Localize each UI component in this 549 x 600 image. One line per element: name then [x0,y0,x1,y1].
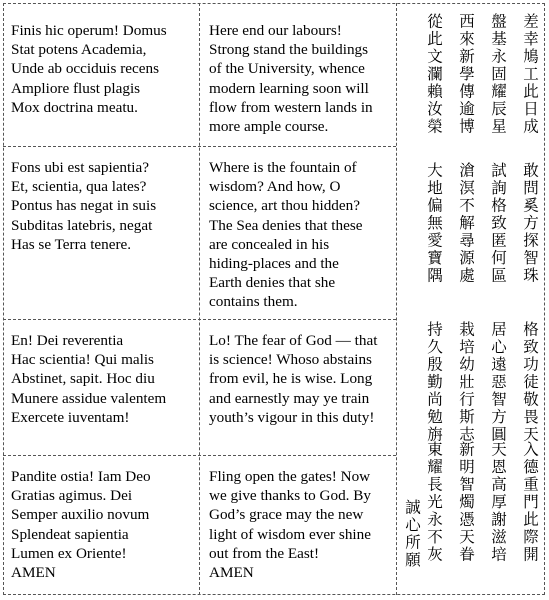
stanza-3-chinese-line-4: 持久殷勤尚勉旃 [425,321,443,444]
stanza-2-chinese-line-1: 敢問奚方探智珠 [521,162,539,285]
stanza-1-chinese-line-4: 從此文瀾賴汝榮 [425,13,443,136]
stanza-3-chinese-line-3: 栽培幼壯行斯志 [457,321,475,444]
stanza-1-chinese-line-1: 差幸鳩工此日成 [521,13,539,136]
stanza-3-chinese-line-2: 居心遠惡智方圓 [489,321,507,444]
column-divider-english-chinese [396,3,397,595]
stanza-1-latin: Finis hic operum! Domus Stat potens Academia, Unde ab occiduis recens Ampliore flust plagis Mox doctrina meatu. [11,22,167,116]
stanza-1-english: Here end our labours! Strong stand the buildings of the University, whence modern learning soon will flow from western lands in more ample course. [209,22,373,136]
stanza-4-chinese-line-3: 新明智燭憑天眷 [457,441,475,564]
stanza-4-chinese [400,441,544,583]
stanza-3-chinese-line-1: 格致功徒敬畏天 [521,321,539,444]
row-divider-2 [3,319,396,320]
stanza-2-english: Where is the fountain of wisdom? And how, O science, art thou hidden? The Sea denies that these are concealed in his hiding-places and the Earth denies that she contains them. [209,159,363,311]
stanza-2-chinese [400,162,544,304]
stanza-4-english: Fling open the gates! Now we give thanks to God. By God’s grace may the new light of wisdom ever shine out from the East! AMEN [209,468,371,582]
stanza-3-english: Lo! The fear of God — that is science! Whoso abstains from evil, he is wise. Long and earnestly may ye train youth’s vigour in this duty! [209,332,378,426]
stanza-3-latin: En! Dei reverentia Hac scientia! Qui malis Abstinet, sapit. Hoc diu Munere assidue valentem Exercete iuventam! [11,332,167,426]
stanza-2-chinese-line-4: 大地偏無愛寶隅 [425,162,443,285]
stanza-4-chinese-line-4: 東耀長光永不灰 [425,441,443,564]
stanza-4-chinese-line-5: 誠心所願 [403,499,421,569]
stanza-2-chinese-line-2: 試詢格致匿何區 [489,162,507,285]
stanza-4-chinese-line-1: 入德重門此際開 [521,441,539,564]
row-divider-3 [3,455,396,456]
column-divider-latin-english [199,3,200,595]
stanza-1-chinese-line-3: 西來新學傳逾博 [457,13,475,136]
stanza-4-latin: Pandite ostia! Iam Deo Gratias agimus. Dei Semper auxilio novum Splendeat sapientia Lumen ex Oriente! AMEN [11,468,151,582]
stanza-1-chinese [400,13,544,155]
stanza-1-chinese-line-2: 盤基永固耀辰星 [489,13,507,136]
stanza-4-chinese-line-2: 天恩高厚謝滋培 [489,441,507,564]
stanza-2-latin: Fons ubi est sapientia? Et, scientia, qua lates? Pontus has negat in suis Subditas latebris, negat Has se Terra tenere. [11,159,157,253]
row-divider-1 [3,146,396,147]
stanza-2-chinese-line-3: 滄溟不解尋源處 [457,162,475,285]
